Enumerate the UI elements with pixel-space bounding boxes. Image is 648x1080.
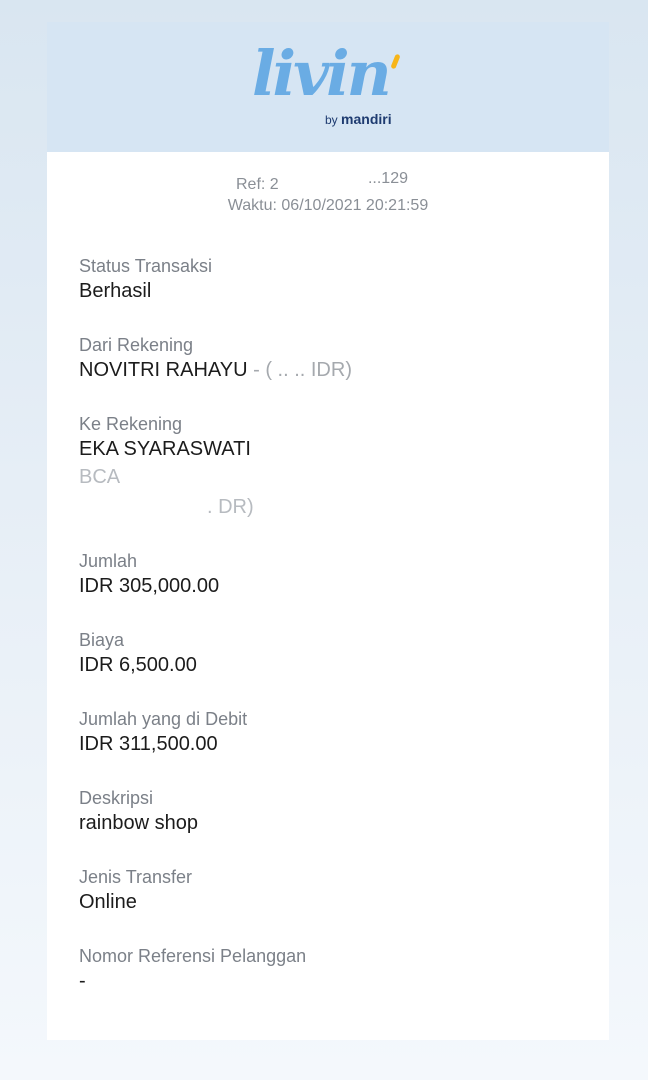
debited-value: IDR 311,500.00 — [79, 733, 218, 755]
fee-value: IDR 6,500.00 — [79, 654, 197, 676]
customer-reference-value: - — [79, 970, 86, 992]
field-transfer-type: Jenis Transfer Online — [79, 865, 609, 916]
logo-wordmark: livin — [252, 37, 389, 110]
receipt-header — [47, 22, 609, 152]
transaction-time: Waktu: 06/10/2021 20:21:59 — [227, 197, 429, 214]
source-account-name: NOVITRI RAHAYU — [79, 359, 248, 381]
field-debited-amount: Jumlah yang di Debit IDR 311,500.00 — [79, 707, 609, 758]
field-source-account: Dari Rekening NOVITRI RAHAYU - ( .. .. IDR) — [79, 335, 352, 381]
field-status: Status Transaksi Berhasil — [79, 254, 609, 305]
field-amount: Jumlah IDR 305,000.00 — [79, 549, 609, 600]
logo-subtitle: by mandiri — [325, 111, 392, 127]
description-value: rainbow shop — [79, 812, 198, 834]
field-fee: Biaya IDR 6,500.00 — [79, 628, 609, 679]
livin-logo — [252, 37, 412, 135]
amount-value: IDR 305,000.00 — [79, 575, 220, 597]
reference-number: Ref: 2 ...129 — [236, 170, 408, 193]
transfer-type-value: Online — [79, 891, 137, 913]
field-description: Deskripsi rainbow shop — [79, 786, 609, 837]
field-destination-account: Ke Rekening EKA SYARASWATI BCA . DR) — [79, 412, 609, 521]
reference-tail: ...129 — [367, 170, 408, 187]
destination-account-name: EKA SYARASWATI — [79, 438, 251, 460]
transaction-meta — [47, 170, 609, 216]
receipt-card — [47, 22, 609, 1040]
logo-accent-mark — [390, 54, 400, 70]
destination-bank: BCA — [79, 466, 121, 488]
source-account-number: - ( .. .. IDR) — [247, 359, 352, 381]
destination-account-number: . DR) — [207, 496, 254, 518]
field-customer-reference: Nomor Referensi Pelanggan - — [79, 944, 609, 995]
status-value: Berhasil — [79, 280, 152, 302]
transaction-details — [47, 254, 609, 995]
